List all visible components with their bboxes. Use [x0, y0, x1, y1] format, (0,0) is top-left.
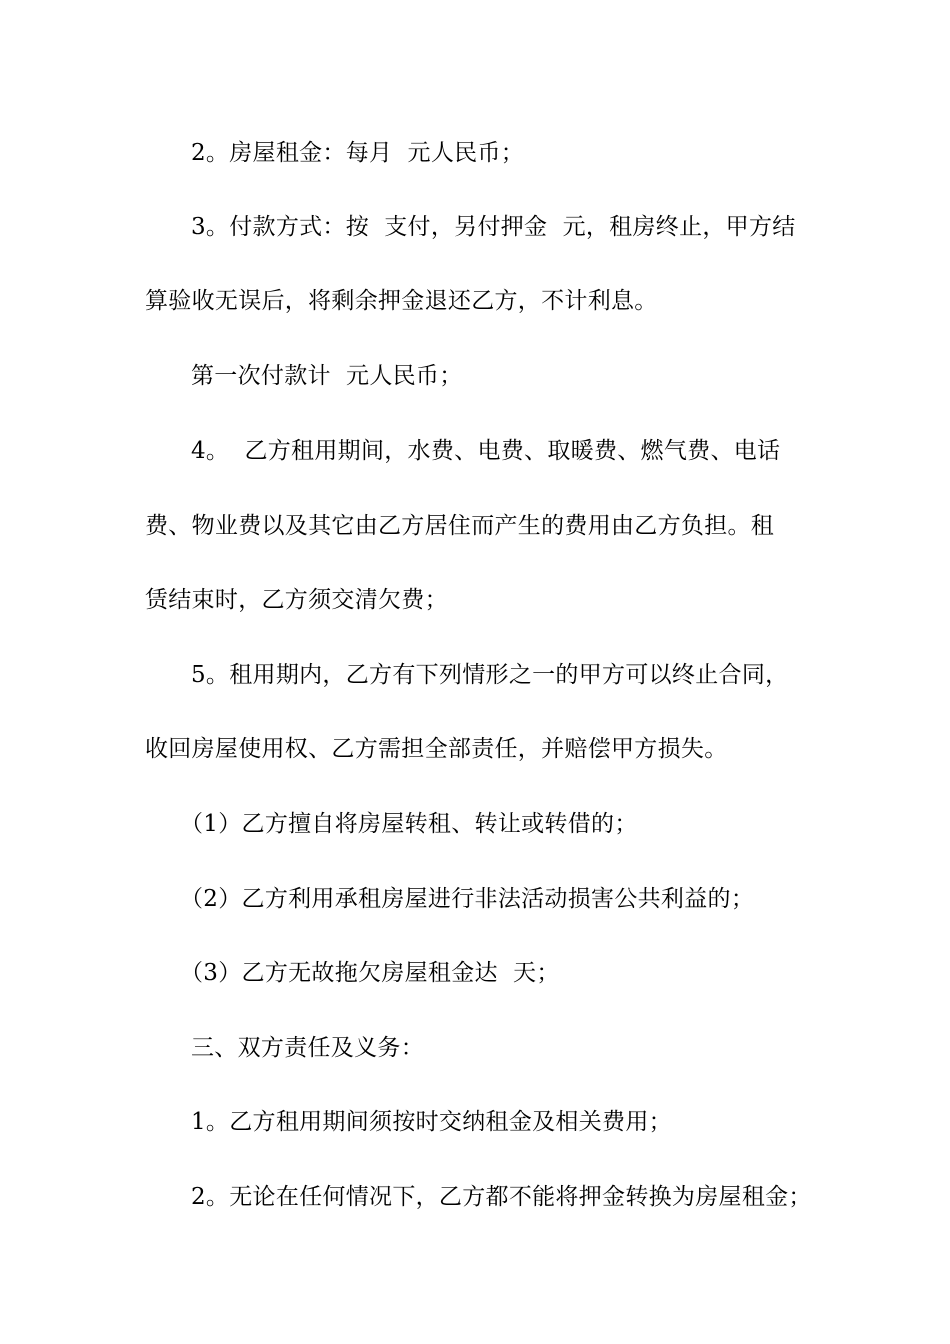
text-line: 3。付款方式：按 支付，另付押金 元，租房终止，甲方结: [191, 214, 796, 240]
text-line: 2。无论在任何情况下，乙方都不能将押金转换为房屋租金；: [191, 1184, 812, 1210]
text-line: 三、双方责任及义务：: [191, 1035, 424, 1061]
text-line: 第一次付款计 元人民币；: [191, 363, 463, 389]
text-line: 5。租用期内，乙方有下列情形之一的甲方可以终止合同，: [191, 662, 789, 688]
text-line: 算验收无误后，将剩余押金退还乙方，不计利息。: [145, 288, 658, 314]
text-line: 费、物业费以及其它由乙方居住而产生的费用由乙方负担。租: [145, 513, 775, 539]
text-line: （1）乙方擅自将房屋转租、转让或转借的；: [180, 811, 638, 837]
text-line: 1。乙方租用期间须按时交纳租金及相关费用；: [191, 1109, 672, 1135]
text-line: 赁结束时，乙方须交清欠费；: [145, 587, 448, 613]
text-line: （2）乙方利用承租房屋进行非法活动损害公共利益的；: [180, 886, 755, 912]
text-line: 2。房屋租金：每月 元人民币；: [191, 140, 525, 166]
text-line: 4。 乙方租用期间，水费、电费、取暖费、燃气费、电话: [191, 438, 781, 464]
text-line: （3）乙方无故拖欠房屋租金达 天；: [180, 960, 560, 986]
text-line: 收回房屋使用权、乙方需担全部责任，并赔偿甲方损失。: [145, 736, 728, 762]
